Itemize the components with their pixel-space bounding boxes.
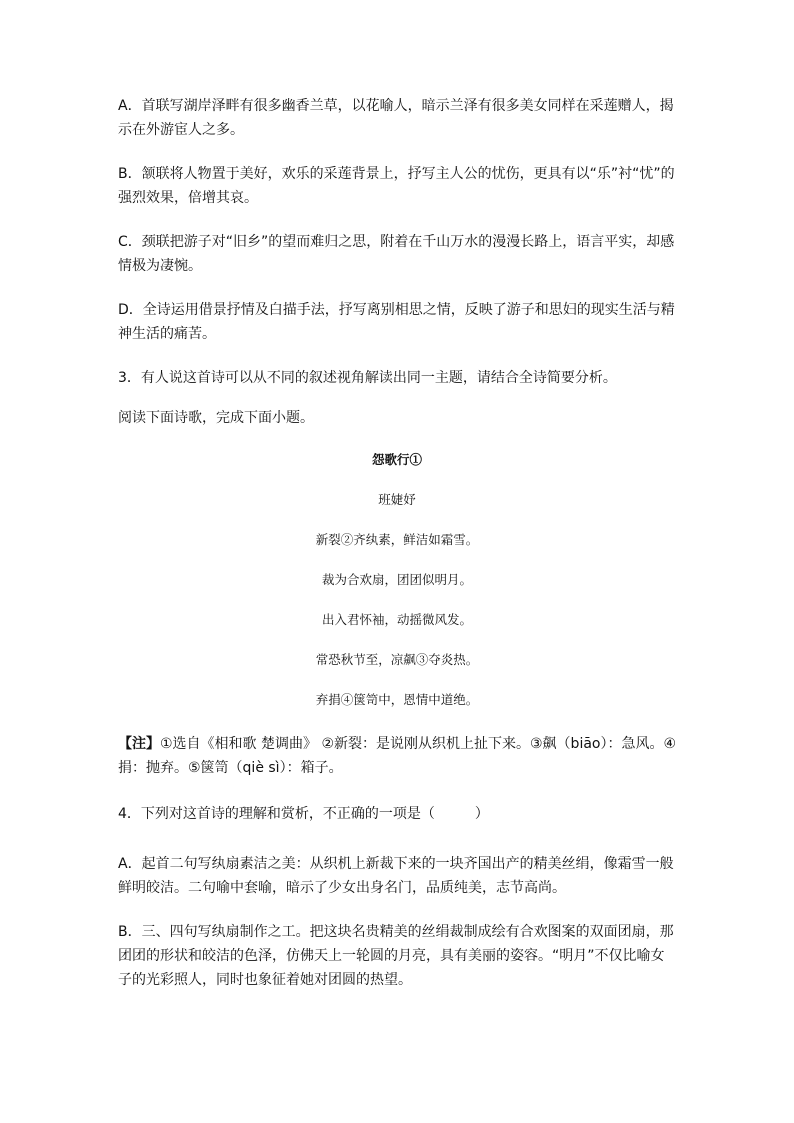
option-2d: D．全诗运用借景抒情及白描手法，抒写离别相思之情，反映了游子和思妇的现实生活与精神生活的痛苦。: [118, 302, 675, 342]
poem-line-4: 常恐秋节至，凉飙③夺炎热。: [315, 652, 479, 667]
poem-note: [118, 732, 678, 780]
poem-line-2: 裁为合欢扇，团团似明月。: [321, 572, 472, 587]
option-2c: C．颈联把游子对“旧乡”的望而难归之思，附着在千山万水的漫漫长路上，语言平实，却感情极为凄惋。: [118, 234, 675, 274]
poem-title: 怨歌行①: [371, 452, 422, 467]
poem-author: 班婕妤: [378, 492, 416, 507]
option-2a: A．首联写湖岸泽畔有很多幽香兰草，以花喻人，暗示兰泽有很多美女同样在采莲赠人，揭示在外游宦人之多。: [118, 98, 674, 138]
poem-line-3: 出入君怀袖，动摇微风发。: [321, 612, 472, 627]
option-4a: A．起首二句写纨扇素洁之美：从织机上新裁下来的一块齐国出产的精美丝绢，像霜雪一般鲜明皎洁。二句喻中套喻，暗示了少女出身名门，品质纯美，志节高尚。: [118, 856, 674, 896]
option-2b: B．颔联将人物置于美好，欢乐的采莲背景上，抒写主人公的忧伤，更具有以“乐”衬“忧”的强烈效果，倍增其哀。: [118, 166, 675, 206]
poem-line-5: 弃捐④箧笥中，恩情中道绝。: [315, 692, 479, 707]
reading-instruction: 阅读下面诗歌，完成下面小题。: [118, 410, 314, 426]
question-4-text: 4．下列对这首诗的理解和赏析，不正确的一项是（: [118, 806, 435, 822]
note-text: ①选自《相和歌 楚调曲》 ②新裂：是说刚从织机上扯下来。③飙（biāo）：急风。④捐：抛弃。⑤箧笥（qiè sì）：箱子。: [118, 736, 677, 776]
poem-line-1: 新裂②齐纨素，鲜洁如霜雪。: [315, 532, 479, 547]
question-4-close: ）: [474, 806, 489, 822]
note-label: 【注】: [118, 736, 160, 752]
question-3: 3．有人说这首诗可以从不同的叙述视角解读出同一主题，请结合全诗简要分析。: [118, 370, 617, 386]
question-4-stem: [118, 802, 678, 826]
option-4b: B．三、四句写纨扇制作之工。把这块名贵精美的丝绢裁制成绘有合欢图案的双面团扇，那团团的形状和皎洁的色泽，仿佛天上一轮圆的月亮，具有美丽的姿容。“明月”不仅比喻女子的光彩照人，同时也象征着她对团圆的热望。: [118, 924, 674, 988]
